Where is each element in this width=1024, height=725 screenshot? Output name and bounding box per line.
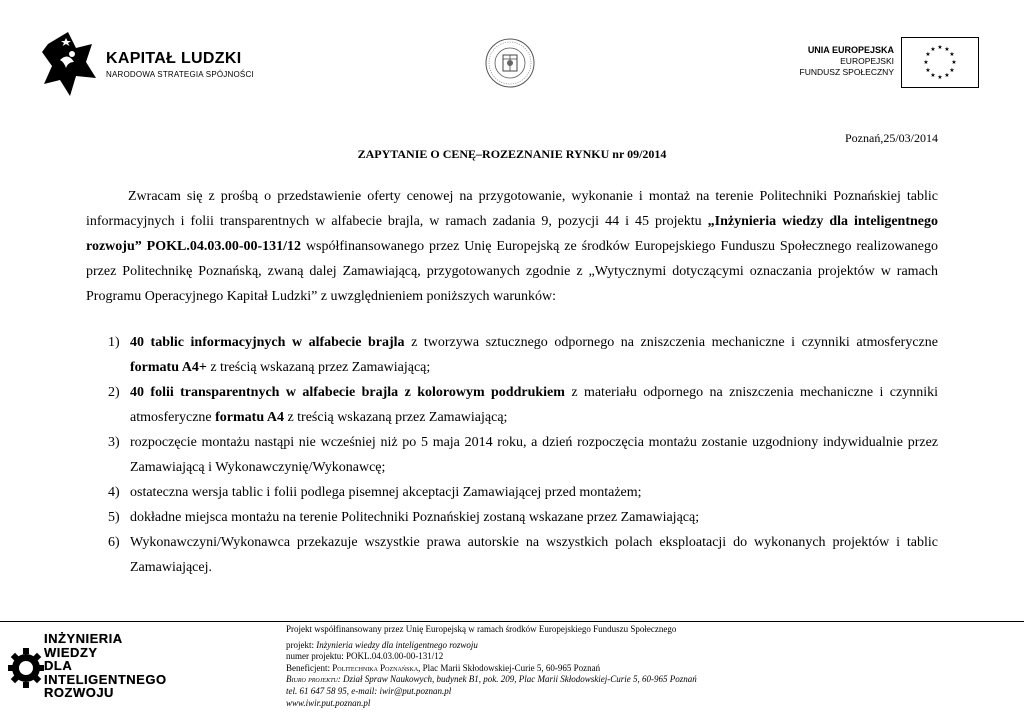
list-item (86, 430, 938, 480)
list-text: z treścią wskazaną przez Zamawiającą; (206, 360, 431, 375)
iwir-word: WIEDZY (44, 644, 98, 660)
list-bold: formatu A4 (215, 410, 284, 425)
list-item (86, 480, 938, 505)
svg-text:★: ★ (937, 44, 943, 51)
document-date: Poznań,25/03/2014 (845, 131, 938, 145)
list-number: 6) (108, 535, 120, 550)
list-text: rozpoczęcie montażu nastąpi nie wcześniej niż po 5 maja 2014 roku, a dzień rozpoczęcia montażu zostanie uzgodniony indywidualnie przez Zamawiającą i Wykonawczynię/Wykonawcę; (130, 435, 938, 475)
svg-text:★: ★ (944, 72, 950, 79)
office-label: Biuro projektu: (286, 674, 341, 685)
svg-text:★: ★ (930, 46, 936, 53)
iwir-word: ROZWOJU (44, 685, 114, 700)
iwir-word: INŻYNIERIA (44, 631, 123, 646)
svg-text:★: ★ (925, 51, 931, 58)
website-link[interactable]: www.iwir.put.poznan.pl (286, 697, 371, 708)
list-bold: formatu A4+ (130, 360, 207, 375)
list-bold: 40 tablic informacyjnych w alfabecie brajla (130, 335, 405, 350)
project-name: Inżynieria wiedzy dla inteligentnego rozwoju (316, 639, 478, 650)
svg-text:★: ★ (937, 74, 943, 81)
list-item (86, 505, 938, 530)
list-text: dokładne miejsca montażu na terenie Politechniki Poznańskiej zostaną wskazane przez Zamawiającą; (130, 510, 700, 525)
project-line (286, 640, 1006, 652)
eu-union-label: UNIA EUROPEJSKA (807, 45, 894, 55)
svg-text:★: ★ (923, 59, 929, 66)
eu-fund-label-2: FUNDUSZ SPOŁECZNY (799, 67, 894, 77)
list-text: z tworzywa sztucznego odpornego na zniszczenia mechaniczne i czynniki atmosferyczne (404, 335, 938, 350)
svg-text:★: ★ (949, 51, 955, 58)
svg-text:★: ★ (949, 67, 955, 74)
conditions-list (86, 330, 938, 580)
project-name-bold: „Inżynieria wiedzy dla inteligentnego rozwoju” POKL.04.03.00-00-131/12 (86, 214, 938, 254)
project-label: projekt: (286, 639, 317, 650)
kapital-ludzki-logo (42, 30, 262, 100)
eu-fund-label-1: EUROPEJSKI (840, 56, 894, 66)
list-item (86, 380, 938, 430)
gear-icon (6, 630, 46, 700)
kapital-ludzki-emblem-icon (42, 30, 98, 98)
office-address: Dział Spraw Naukowych, budynek B1, pok. 209, Plac Marii Skłodowskiej-Curie 5, 60-965 Poznań (340, 674, 697, 685)
footer-divider (0, 621, 1024, 622)
beneficiary-address: , Plac Marii Skłodowskiej-Curie 5, 60-965 Poznań (418, 662, 601, 673)
iwir-word: INTELIGENTNEGO (44, 671, 167, 687)
kapital-ludzki-title: KAPITAŁ LUDZKI (106, 50, 242, 67)
eu-stars-icon (902, 38, 978, 87)
list-text: z materiału odpornego na zniszczenia mechaniczne i czynniki atmosferyczne (130, 385, 938, 425)
list-bold: 40 folii transparentnych w alfabecie brajla z kolorowym poddrukiem (130, 385, 565, 400)
contact-line: tel. 61 647 58 95, e-mail: iwir@put.poznan.pl (286, 685, 452, 696)
university-seal-icon (484, 37, 536, 89)
document-title: ZAPYTANIE O CENĘ–ROZEZNANIE RYNKU nr 09/2014 (357, 147, 667, 161)
intro-text-2: współfinansowanego przez Unię Europejską ze środków Europejskiego Funduszu Społecznego realizowanego przez Politechnikę Poznańską, zwaną dalej Zamawiającą, przygotowanych zgodnie z „Wytycznymi dotyczącymi oznaczania projektów w ramach Programu Operacyjnego Kapitał Ludzki” z uwzględnieniem poniższych warunków: (86, 239, 938, 304)
beneficiary-line (286, 663, 1006, 675)
svg-text:★: ★ (944, 46, 950, 53)
footer-info (286, 624, 1006, 709)
office-line (286, 674, 1006, 686)
beneficiary-name: Politechnika Poznańska (332, 662, 419, 673)
svg-text:★: ★ (930, 72, 936, 79)
project-number: numer projektu: POKL.04.03.00-00-131/12 (286, 651, 444, 662)
list-text: ostateczna wersja tablic i folii podlega pisemnej akceptacji Zamawiającej przed montażem; (130, 485, 642, 500)
list-number: 5) (108, 510, 120, 525)
iwir-word: DLA (44, 658, 73, 673)
list-number: 3) (108, 435, 120, 450)
cofinance-note: Projekt współfinansowany przez Unię Europejską w ramach środków Europejskiego Funduszu Społecznego (286, 624, 677, 634)
eu-flag (901, 37, 979, 88)
beneficiary-label: Beneficjent: (286, 662, 333, 673)
kapital-ludzki-subtitle: NARODOWA STRATEGIA SPÓJNOŚCI (106, 70, 254, 79)
list-number: 2) (108, 385, 120, 400)
university-seal (484, 37, 536, 94)
list-item (86, 530, 938, 580)
intro-text-1: Zwracam się z prośbą o przedstawienie oferty cenowej na przygotowanie, wykonanie i montaż na terenie Politechniki Poznańskiej tablic informacyjnych i folii transparentnych w alfabecie brajla, w ramach zadania 9, pozycji 44 i 45 projektu (86, 189, 938, 229)
svg-text:★: ★ (951, 59, 957, 66)
eu-label (784, 45, 894, 78)
list-text: z treścią wskazaną przez Zamawiającą; (283, 410, 508, 425)
intro-paragraph (86, 184, 938, 309)
list-text: Wykonawczyni/Wykonawca przekazuje wszystkie prawa autorskie na wszystkich polach eksploatacji do wykonanych projektów i tablic Zamawiającej. (130, 535, 938, 575)
list-number: 1) (108, 335, 120, 350)
list-number: 4) (108, 485, 120, 500)
svg-text:★: ★ (925, 67, 931, 74)
iwir-logo (6, 630, 186, 700)
list-item (86, 330, 938, 380)
